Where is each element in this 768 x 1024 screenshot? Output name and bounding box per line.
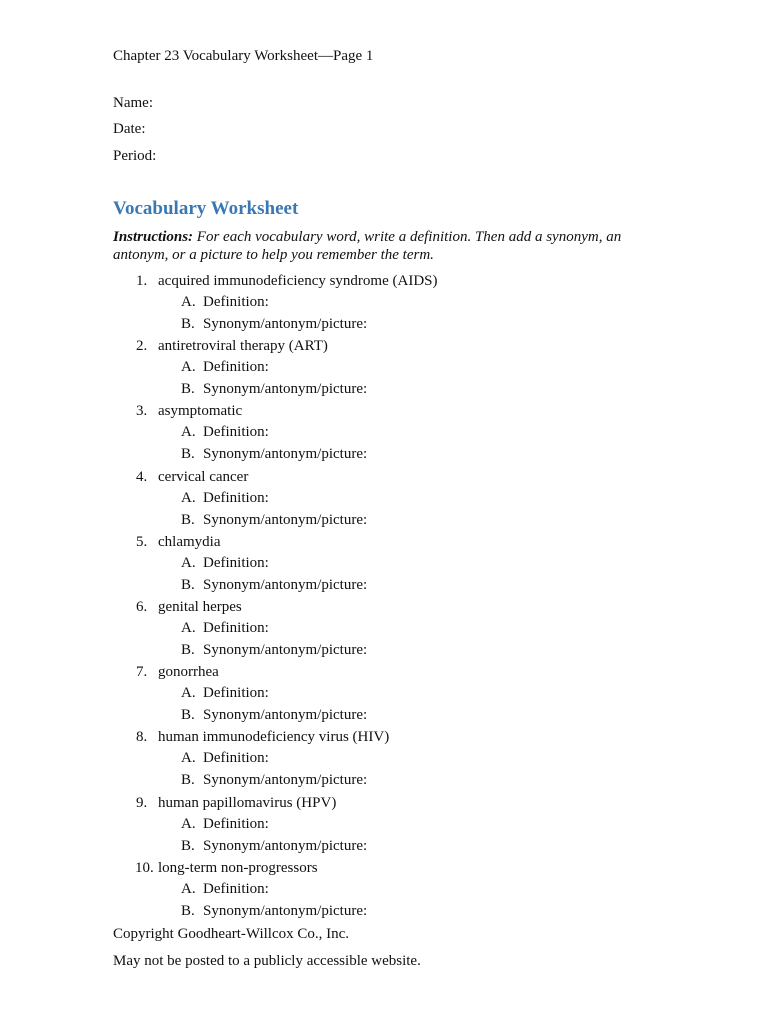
item-number: 10.	[135, 859, 154, 876]
sub-letter-a: A.	[181, 554, 196, 571]
list-item	[0, 533, 700, 599]
vocabulary-term: long-term non-progressors	[158, 859, 318, 876]
vocabulary-term: human papillomavirus (HPV)	[158, 794, 337, 811]
definition-label: Definition:	[203, 620, 269, 636]
item-number: 8.	[136, 729, 148, 746]
vocabulary-term: acquired immunodeficiency syndrome (AIDS)	[158, 273, 438, 289]
synonym-line	[181, 837, 367, 855]
period-field-label: Period:	[113, 148, 157, 164]
synonym-line	[181, 511, 367, 529]
vocabulary-term: gonorrhea	[158, 664, 219, 681]
definition-line	[181, 815, 269, 833]
page-header: Chapter 23 Vocabulary Worksheet—Page 1	[113, 48, 374, 64]
sub-letter-b: B.	[181, 576, 195, 593]
synonym-line	[181, 445, 367, 463]
list-item	[0, 598, 700, 664]
sub-letter-b: B.	[181, 772, 195, 789]
definition-line	[181, 358, 269, 376]
list-item	[0, 402, 700, 468]
item-number: 6.	[136, 599, 148, 615]
item-number: 9.	[136, 794, 148, 811]
definition-line	[181, 293, 269, 311]
definition-label: Definition:	[203, 554, 269, 571]
posting-notice: May not be posted to a publicly accessible website.	[113, 953, 421, 969]
definition-line	[181, 489, 269, 507]
list-item	[0, 728, 700, 794]
sub-letter-b: B.	[181, 446, 195, 463]
definition-line	[181, 684, 269, 702]
sub-letter-a: A.	[181, 424, 196, 441]
definition-label: Definition:	[203, 750, 269, 767]
sub-letter-a: A.	[181, 489, 196, 506]
sub-letter-a: A.	[181, 815, 196, 832]
synonym-label: Synonym/antonym/picture:	[203, 642, 368, 658]
definition-label: Definition:	[203, 489, 269, 506]
synonym-label: Synonym/antonym/picture:	[203, 902, 368, 919]
synonym-line	[181, 706, 367, 724]
synonym-label: Synonym/antonym/picture:	[203, 772, 368, 789]
sub-letter-a: A.	[181, 750, 196, 767]
copyright-notice: Copyright Goodheart-Willcox Co., Inc.	[113, 926, 350, 942]
synonym-label: Synonym/antonym/picture:	[203, 837, 368, 854]
sub-letter-a: A.	[181, 880, 196, 897]
synonym-label: Synonym/antonym/picture:	[203, 576, 368, 593]
sub-letter-b: B.	[181, 707, 195, 724]
synonym-line	[181, 771, 367, 789]
instructions	[113, 229, 673, 264]
definition-label: Definition:	[203, 880, 269, 897]
definition-label: Definition:	[203, 294, 269, 310]
synonym-line	[181, 380, 367, 398]
sub-letter-b: B.	[181, 511, 195, 528]
definition-line	[181, 554, 269, 572]
synonym-line	[181, 315, 367, 333]
name-field-label: Name:	[113, 95, 153, 111]
vocabulary-term: antiretroviral therapy (ART)	[158, 338, 328, 355]
list-item	[0, 272, 700, 338]
vocabulary-term: chlamydia	[158, 533, 221, 550]
sub-letter-b: B.	[181, 902, 195, 919]
vocabulary-term: genital herpes	[158, 599, 242, 615]
item-number: 5.	[136, 533, 148, 550]
vocabulary-term: cervical cancer	[158, 468, 249, 485]
synonym-line	[181, 641, 367, 659]
instructions-label: Instructions:	[113, 229, 194, 245]
synonym-line	[181, 576, 367, 594]
sub-letter-a: A.	[181, 294, 196, 310]
item-number: 2.	[136, 338, 148, 355]
vocabulary-term: asymptomatic	[158, 403, 243, 420]
synonym-label: Synonym/antonym/picture:	[203, 316, 368, 332]
item-number: 1.	[136, 273, 148, 289]
definition-line	[181, 619, 269, 637]
definition-label: Definition:	[203, 359, 269, 376]
item-number: 4.	[136, 468, 148, 485]
synonym-label: Synonym/antonym/picture:	[203, 511, 368, 528]
definition-label: Definition:	[203, 815, 269, 832]
synonym-label: Synonym/antonym/picture:	[203, 446, 368, 463]
sub-letter-b: B.	[181, 316, 195, 332]
vocabulary-term: human immunodeficiency virus (HIV)	[158, 729, 390, 746]
synonym-label: Synonym/antonym/picture:	[203, 707, 368, 724]
sub-letter-b: B.	[181, 381, 195, 398]
item-number: 3.	[136, 403, 148, 420]
list-item	[0, 337, 700, 403]
definition-line	[181, 423, 269, 441]
list-item	[0, 663, 700, 729]
list-item	[0, 794, 700, 860]
definition-label: Definition:	[203, 685, 269, 702]
instructions-text: For each vocabulary word, write a definition. Then add a synonym, an antonym, or a picture to help you remember the term.	[113, 229, 622, 263]
sub-letter-b: B.	[181, 837, 195, 854]
list-item	[0, 859, 700, 925]
worksheet-title: Vocabulary Worksheet	[113, 198, 299, 219]
list-item	[0, 468, 700, 534]
sub-letter-a: A.	[181, 685, 196, 702]
item-number: 7.	[136, 664, 148, 681]
definition-label: Definition:	[203, 424, 269, 441]
sub-letter-a: A.	[181, 620, 196, 636]
sub-letter-b: B.	[181, 642, 195, 658]
synonym-label: Synonym/antonym/picture:	[203, 381, 368, 398]
definition-line	[181, 880, 269, 898]
definition-line	[181, 749, 269, 767]
date-field-label: Date:	[113, 121, 146, 137]
synonym-line	[181, 902, 367, 920]
sub-letter-a: A.	[181, 359, 196, 376]
